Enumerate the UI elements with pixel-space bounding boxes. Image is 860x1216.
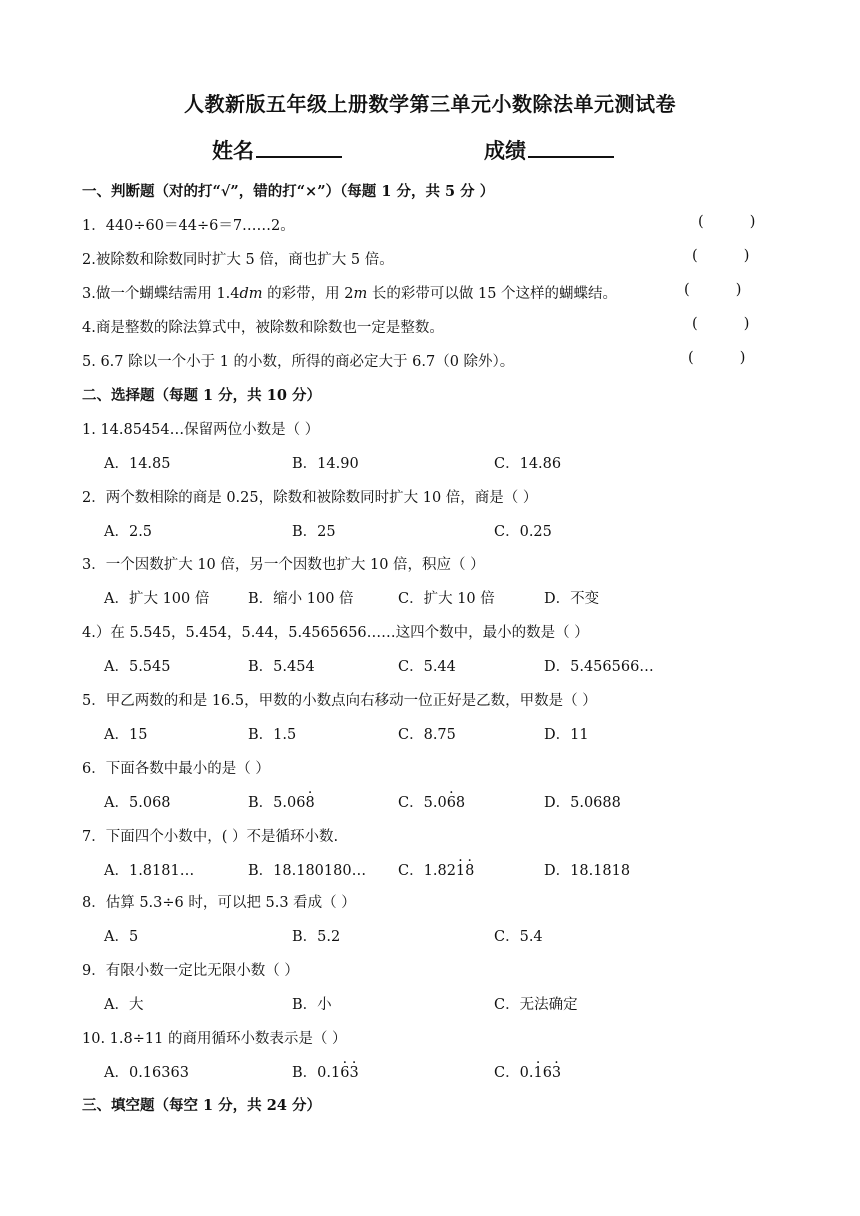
judge-answer-1[interactable]: ( ) — [698, 214, 756, 230]
repeating-digit: · 6 — [447, 795, 456, 811]
judge-answer-3[interactable]: ( ) — [684, 282, 742, 298]
q10-option-b[interactable]: B．0.1· 6· 3 — [292, 1061, 359, 1082]
section3-heading: 三、填空题（每空 1 分，共 24 分） — [82, 1097, 321, 1114]
judge-item-2: 2.被除数和除数同时扩大 5 倍，商也扩大 5 倍。 — [82, 252, 394, 268]
judge-item-3-post: 长的彩带可以做 15 个这样的蝴蝶结。 — [367, 286, 618, 302]
question-5-stem: 5．甲乙两数的和是 16.5，甲数的小数点向右移动一位正好是乙数，甲数是（ ） — [82, 693, 597, 709]
q4-option-c[interactable]: C．5.44 — [398, 659, 456, 675]
repeating-digit: · 1 — [533, 1065, 542, 1081]
q6-option-c[interactable]: C．5.0· 68 — [398, 791, 465, 812]
name-label: 姓名 — [212, 138, 254, 163]
question-8-stem: 8．估算 5.3÷6 时，可以把 5.3 看成（ ） — [82, 895, 356, 911]
q4-option-b[interactable]: B．5.454 — [248, 659, 315, 675]
question-3-stem: 3．一个因数扩大 10 倍，另一个因数也扩大 10 倍，积应（ ） — [82, 557, 485, 573]
unit-dm: dm — [239, 286, 263, 302]
unit-m: m — [353, 286, 368, 302]
judge-item-4: 4.商是整数的除法算式中，被除数和除数也一定是整数。 — [82, 320, 444, 336]
q10-option-a[interactable]: A．0.16363 — [104, 1065, 189, 1081]
q8-option-c[interactable]: C．5.4 — [494, 929, 543, 945]
q2-option-b[interactable]: B．25 — [292, 524, 336, 540]
q5-option-b[interactable]: B．1.5 — [248, 727, 297, 743]
judge-answer-4[interactable]: ( ) — [692, 316, 750, 332]
judge-answer-5[interactable]: ( ) — [688, 350, 746, 366]
question-4-stem: 4.）在 5.545，5.454，5.44，5.4565656……这四个数中，最小的数是（ ） — [82, 625, 589, 641]
question-6-stem: 6．下面各数中最小的是（ ） — [82, 761, 270, 777]
q8-option-b[interactable]: B．5.2 — [292, 929, 341, 945]
score-label: 成绩 — [484, 138, 526, 163]
q5-option-a[interactable]: A．15 — [104, 727, 148, 743]
judge-item-1: 1．440÷60＝44÷6＝7……2。 — [82, 218, 295, 234]
q1-option-b[interactable]: B．14.90 — [292, 456, 359, 472]
question-9-stem: 9．有限小数一定比无限小数（ ） — [82, 963, 299, 979]
repeating-digit: · 3 — [349, 1065, 358, 1081]
repeating-digit: · 8 — [305, 795, 314, 811]
q4-option-a[interactable]: A．5.545 — [104, 659, 171, 675]
section2-heading: 二、选择题（每题 1 分，共 10 分） — [82, 387, 321, 404]
q3-option-b[interactable]: B．缩小 100 倍 — [248, 591, 354, 607]
q5-option-d[interactable]: D．11 — [544, 727, 589, 743]
judge-item-3-pre: 3.做一个蝴蝶结需用 1.4 — [82, 286, 240, 302]
q5-option-c[interactable]: C．8.75 — [398, 727, 456, 743]
section1-heading: 一、判断题（对的打“√”，错的打“×”）（每题 1 分，共 5 分 ） — [82, 183, 495, 200]
q10-option-c[interactable]: C．0.· 16· 3 — [494, 1061, 561, 1082]
q7-option-c[interactable]: C．1.82· 1· 8 — [398, 859, 474, 880]
judge-item-5: 5. 6.7 除以一个小于 1 的小数，所得的商必定大于 6.7（0 除外）。 — [82, 354, 515, 370]
q2-option-a[interactable]: A．2.5 — [104, 524, 153, 540]
question-1-stem: 1. 14.85454…保留两位小数是（ ） — [82, 422, 320, 438]
q9-option-a[interactable]: A．大 — [104, 997, 144, 1013]
name-blank[interactable] — [256, 136, 342, 158]
name-field — [212, 135, 342, 165]
q1-option-c[interactable]: C．14.86 — [494, 456, 562, 472]
q7-option-b[interactable]: B．18.180180… — [248, 863, 367, 879]
question-10-stem: 10. 1.8÷11 的商用循环小数表示是（ ） — [82, 1031, 347, 1047]
question-7-stem: 7．下面四个小数中，( ）不是循环小数. — [82, 829, 339, 845]
repeating-digit: · 3 — [552, 1065, 561, 1081]
repeating-digit: · 8 — [465, 863, 474, 879]
question-2-stem: 2．两个数相除的商是 0.25，除数和被除数同时扩大 10 倍，商是（ ） — [82, 490, 538, 506]
judge-item-3-mid: 的彩带，用 2 — [262, 286, 354, 302]
repeating-digit: · 6 — [340, 1065, 349, 1081]
score-field — [484, 135, 614, 165]
q8-option-a[interactable]: A．5 — [104, 929, 139, 945]
q9-option-b[interactable]: B．小 — [292, 997, 332, 1013]
score-blank[interactable] — [528, 136, 614, 158]
judge-item-3 — [82, 282, 617, 303]
q7-option-a[interactable]: A．1.8181… — [104, 863, 195, 879]
q1-option-a[interactable]: A．14.85 — [104, 456, 171, 472]
q2-option-c[interactable]: C．0.25 — [494, 524, 552, 540]
q6-option-b[interactable]: B．5.06· 8 — [248, 791, 315, 812]
q6-option-a[interactable]: A．5.068 — [104, 795, 171, 811]
q4-option-d[interactable]: D．5.456566… — [544, 659, 654, 675]
repeating-digit: · 1 — [456, 863, 465, 879]
judge-answer-2[interactable]: ( ) — [692, 248, 750, 264]
q9-option-c[interactable]: C．无法确定 — [494, 997, 578, 1013]
q7-option-d[interactable]: D．18.1818 — [544, 863, 631, 879]
q6-option-d[interactable]: D．5.0688 — [544, 795, 621, 811]
q3-option-d[interactable]: D．不变 — [544, 591, 600, 607]
q3-option-a[interactable]: A．扩大 100 倍 — [104, 591, 210, 607]
page-title: 人教新版五年级上册数学第三单元小数除法单元测试卷 — [184, 92, 676, 116]
q3-option-c[interactable]: C．扩大 10 倍 — [398, 591, 495, 607]
